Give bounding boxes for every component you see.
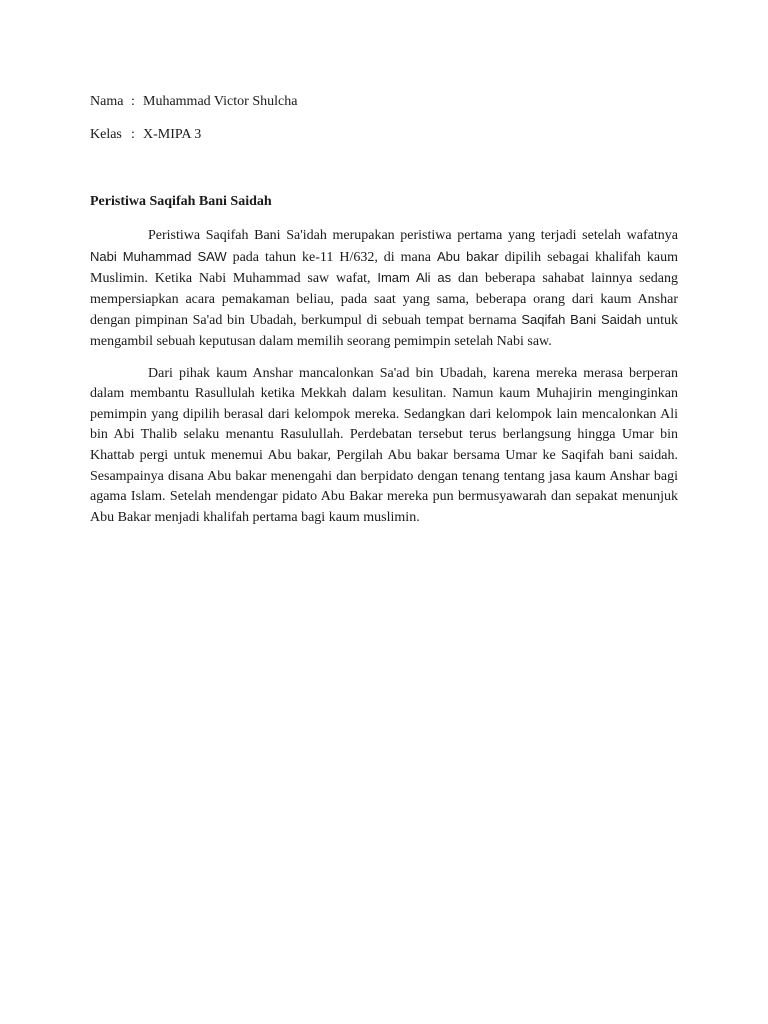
link-saqifah-bani-saidah: Saqifah Bani Saidah [521, 312, 642, 328]
link-abu-bakar: Abu bakar [436, 248, 499, 264]
paragraph-1-text-a: Peristiwa Saqifah Bani Sa'idah merupakan peristiwa pertama yang terjadi setelah wafatnya [148, 228, 678, 243]
nama-separator: : [131, 94, 135, 109]
paragraph-1 [90, 226, 678, 353]
nama-value: Muhammad Victor Shulcha [143, 94, 298, 109]
paragraph-1-text-d: dan beberapa sahabat lainnya sedang mempersiapkan acara pemakaman beliau, pada saat yang sama, beberapa orang dari kaum Anshar dengan pimpinan Sa'ad bin Ubadah, berkumpul di sebuah tempat bernama [90, 271, 679, 329]
link-imam-ali: Imam Ali as [377, 270, 452, 286]
kelas-separator: : [131, 127, 135, 142]
paragraph-2: Dari pihak kaum Anshar mancalonkan Sa'ad bin Ubadah, karena mereka merasa berperan dalam membantu Rasullulah ketika Mekkah dalam kesulitan. Namun kaum Muhajirin menginginkan pemimpin yang dipilih berasal dari kelompok mereka. Sedangkan dari kelompok lain mencalonkan Ali bin Abi Thalib selaku menantu Rasulullah. Perdebatan tersebut terus berlangsung hingga Umar bin Khattab pergi untuk menemui Abu bakar, Pergilah Abu bakar bersama Umar ke Saqifah bani saidah. Sesampainya disana Abu bakar menengahi dan berpidato dengan tenang tentang jasa kaum Anshar bagi agama Islam. Setelah mendengar pidato Abu Bakar mereka pun bermusyawarah dan sepakat menunjuk Abu Bakar menjadi khalifah pertama bagi kaum muslimin. [90, 365, 678, 525]
paragraph-1-text-e: untuk mengambil sebuah keputusan dalam memilih seorang pemimpin setelah Nabi saw. [90, 313, 679, 349]
nama-row [90, 90, 678, 114]
kelas-label: Kelas [90, 127, 122, 142]
paragraph-1-text-c: dipilih sebagai khalifah kaum Muslimin. Ketika Nabi Muhammad saw wafat, [90, 249, 678, 287]
document-title: Peristiwa Saqifah Bani Saidah [90, 194, 272, 209]
document-page [90, 90, 678, 528]
link-nabi-muhammad: Nabi Muhammad SAW [90, 248, 227, 264]
kelas-row [90, 123, 678, 147]
nama-label: Nama [90, 94, 124, 109]
kelas-value: X-MIPA 3 [143, 127, 202, 142]
paragraph-1-text-b: pada tahun ke-11 H/632, di mana [226, 249, 437, 265]
